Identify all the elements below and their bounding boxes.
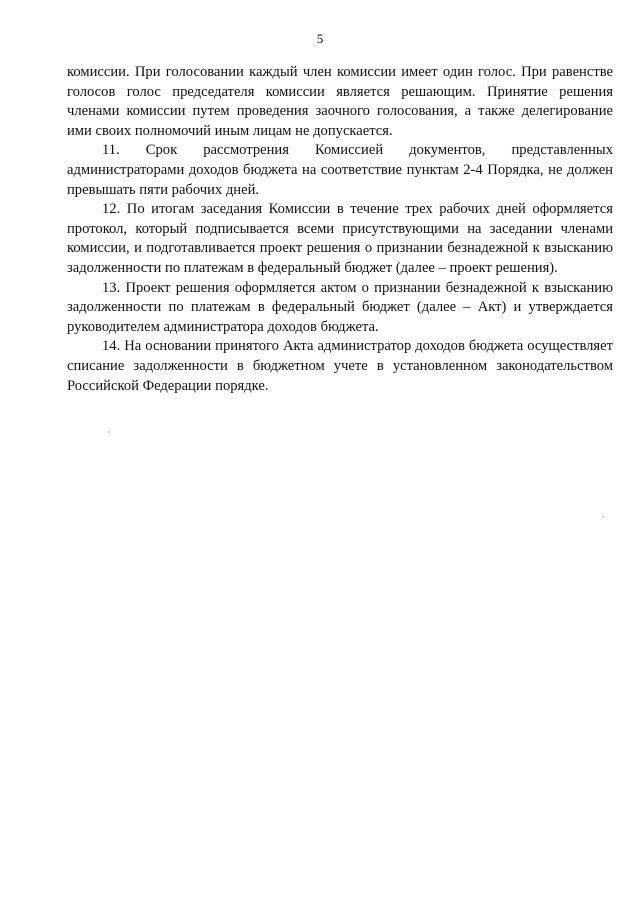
paragraph-13: 13. Проект решения оформляется актом о признании безнадежной к взысканию задолженности по платежам в федеральный бюджет (далее – Акт) и утверждается руководителем администратора доходов бюджета.	[67, 279, 613, 335]
paragraph-continuation: комиссии. При голосовании каждый член комиссии имеет один голос. При равенстве голосов голос председателя комиссии является решающим. Принятие решения членами комиссии путем проведения заочного голосования, а также делегирование ими своих полномочий иным лицам не допускается.	[67, 64, 613, 139]
page-number: 5	[316, 31, 324, 46]
paragraph-14: 14. На основании принятого Акта администратор доходов бюджета осуществляет списание задолженности в бюджетном учете в установленном законодательством Российской Федерации порядке.	[67, 338, 613, 394]
document-body	[67, 63, 613, 396]
paragraph-11: 11. Срок рассмотрения Комиссией документов, представленных администраторами доходов бюджета на соответствие пунктам 2-4 Порядка, не должен превышать пяти рабочих дней.	[67, 142, 613, 198]
paragraph-12: 12. По итогам заседания Комиссии в течение трех рабочих дней оформляется протокол, который подписывается всеми присутствующими на заседании членами комиссии, и подготавливается проект решения о признании безнадежной к взысканию задолженности по платежам в федеральный бюджет (далее – проект решения).	[67, 201, 613, 276]
scan-speck	[602, 516, 604, 518]
scan-speck	[108, 431, 110, 433]
